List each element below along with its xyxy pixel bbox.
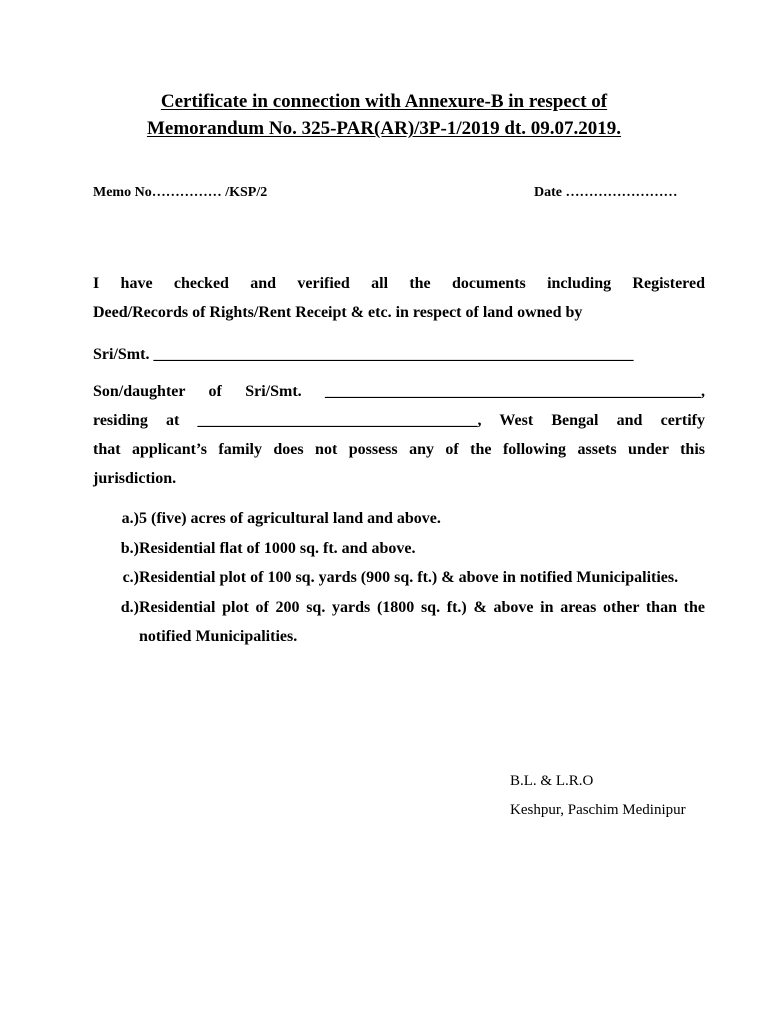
- list-marker: c.): [122, 569, 139, 586]
- paragraph-line: jurisdiction.: [93, 470, 177, 487]
- signatory-location: Keshpur, Paschim Medinipur: [510, 802, 686, 818]
- residence-field: residing at ___________________________________, West Bengal and certify: [93, 412, 705, 429]
- list-marker: b.): [120, 539, 139, 557]
- list-text: Residential plot of 200 sq. yards (1800 sq. ft.) & above in areas other than the notified Municipalities.: [139, 598, 705, 645]
- paragraph-line: I have checked and verified all the documents including Registered: [93, 275, 705, 292]
- signatory-designation: B.L. & L.R.O: [510, 773, 594, 789]
- list-item: [93, 534, 705, 564]
- memo-number: Memo No…………… /KSP/2: [93, 185, 268, 200]
- list-item: [93, 593, 705, 652]
- paragraph-line: that applicant’s family does not possess any of the following assets under this: [93, 441, 705, 458]
- list-text: Residential flat of 1000 sq. ft. and above.: [139, 539, 416, 557]
- list-item: [93, 504, 705, 534]
- list-marker: d.): [120, 598, 139, 616]
- list-item: [93, 563, 705, 593]
- owner-name-line: [93, 340, 705, 369]
- asset-list: [93, 504, 705, 652]
- certificate-title: [0, 88, 768, 142]
- verification-paragraph: [93, 269, 705, 327]
- paragraph-line: Deed/Records of Rights/Rent Receipt & etc. in respect of land owned by: [93, 304, 583, 321]
- title-line-2: Memorandum No. 325-PAR(AR)/3P-1/2019 dt. 09.07.2019.: [146, 118, 622, 139]
- list-text: Residential plot of 100 sq. yards (900 sq. ft.) & above in notified Municipalities.: [139, 569, 679, 586]
- memo-row: [93, 185, 705, 203]
- title-line-1: Certificate in connection with Annexure-B in respect of: [160, 91, 608, 112]
- certification-paragraph: [93, 377, 705, 493]
- memo-date: Date ……………………: [534, 185, 678, 200]
- owner-name-field: Sri/Smt. ____________________________________________________________: [93, 346, 634, 363]
- parent-name-field: Son/daughter of Sri/Smt. _______________________________________________,: [93, 383, 705, 400]
- list-text: 5 (five) acres of agricultural land and above.: [139, 510, 441, 527]
- signature-block: [510, 767, 686, 825]
- list-marker: a.): [121, 510, 139, 527]
